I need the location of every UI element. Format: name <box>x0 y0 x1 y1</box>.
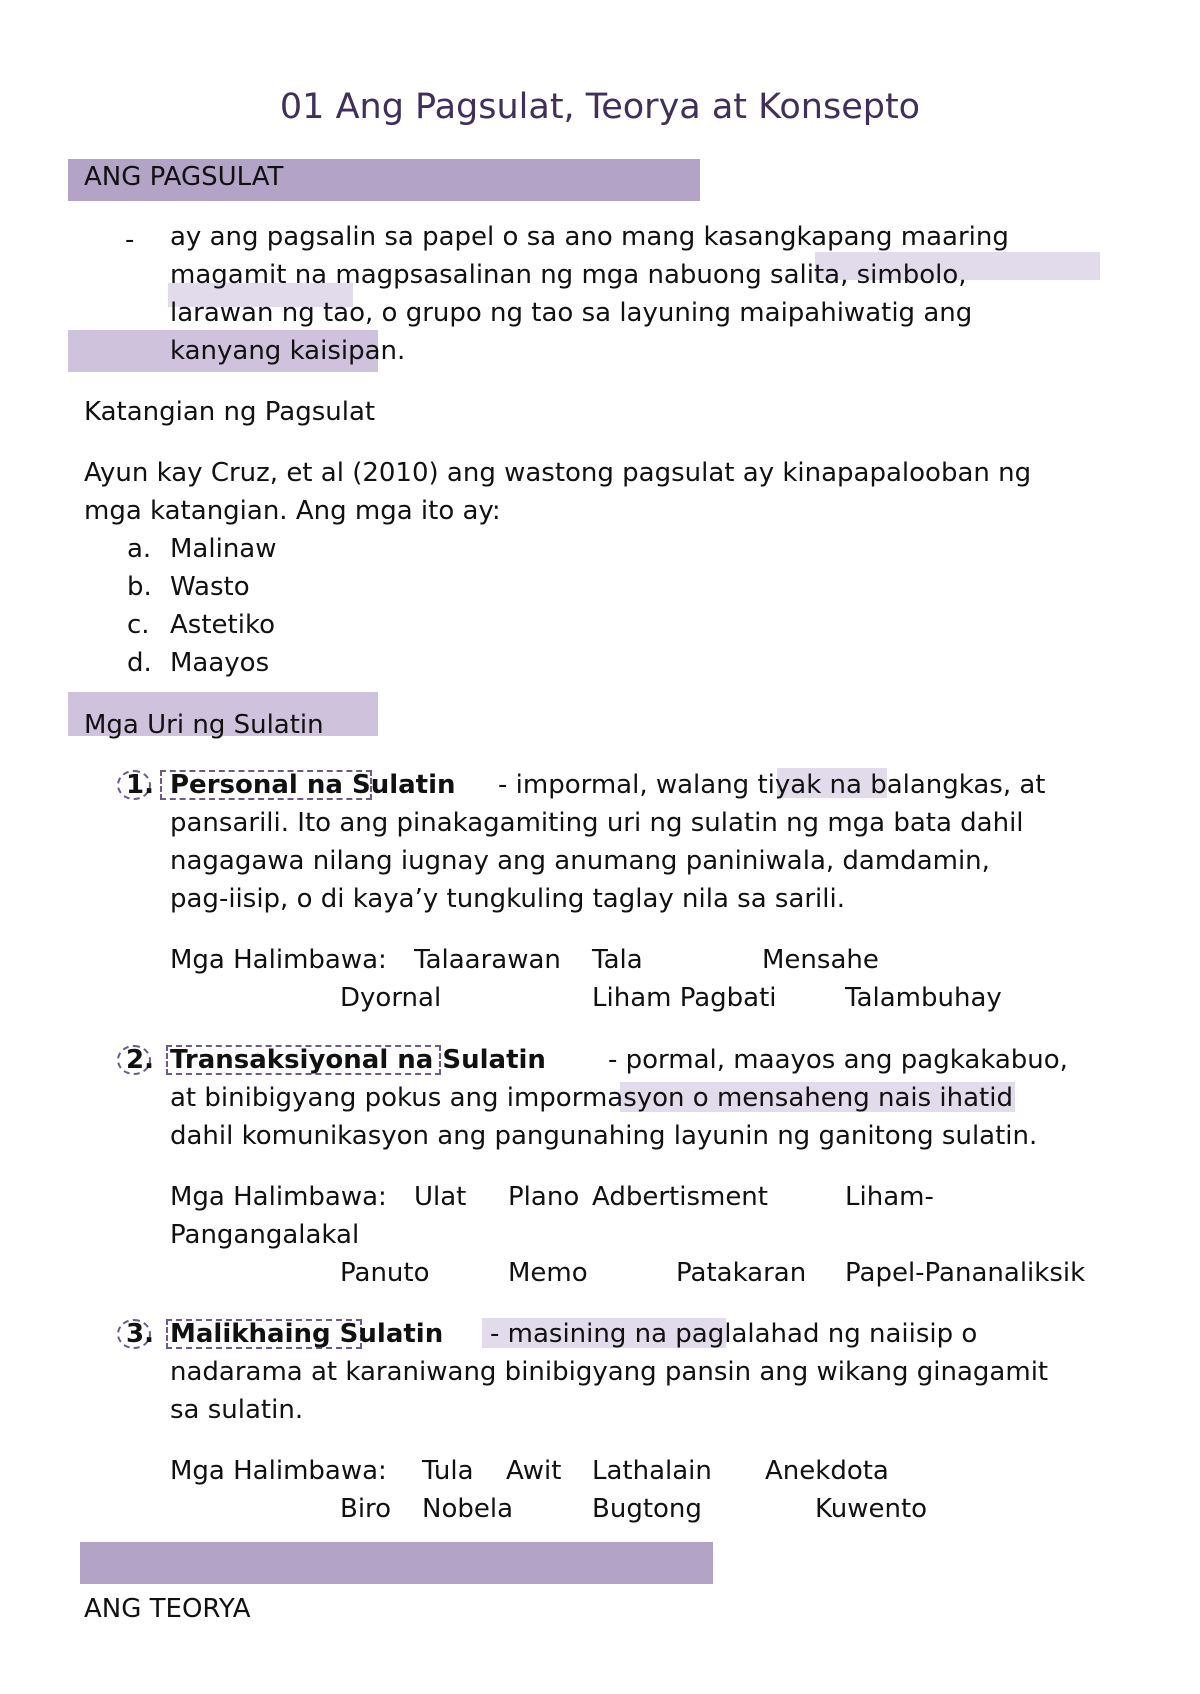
katangian-item: Astetiko <box>170 610 275 640</box>
katangian-item: Malinaw <box>170 534 277 564</box>
example: Talaarawan <box>414 945 561 975</box>
item-description: nadarama at karaniwang binibigyang pansin ang wikang ginagamit <box>170 1357 1049 1387</box>
example: Nobela <box>422 1494 514 1524</box>
example: Tala <box>592 945 643 975</box>
item-title-transaksiyonal: Transaksiyonal na Sulatin <box>170 1045 546 1075</box>
item-number: 1. <box>126 770 154 800</box>
section-heading-pagsulat: ANG PAGSULAT <box>84 162 284 192</box>
list-marker: d. <box>127 648 152 678</box>
item-title-malikhaing: Malikhaing Sulatin <box>170 1319 444 1349</box>
example: Awit <box>506 1456 562 1486</box>
definition-line: magamit na magpsasalinan ng mga nabuong salita, simbolo, <box>170 260 967 290</box>
katangian-heading: Katangian ng Pagsulat <box>84 397 376 427</box>
definition-line: larawan ng tao, o grupo ng tao sa layuning maipahiwatig ang <box>170 298 973 328</box>
example: Patakaran <box>676 1258 807 1288</box>
example: Kuwento <box>815 1494 928 1524</box>
item-description: - masining na paglalahad ng naiisip o <box>490 1319 978 1349</box>
katangian-item: Wasto <box>170 572 250 602</box>
heading-band <box>80 1542 713 1584</box>
examples-label: Mga Halimbawa: <box>170 1456 387 1486</box>
example: Biro <box>340 1494 392 1524</box>
example: Panuto <box>340 1258 430 1288</box>
example: Memo <box>508 1258 588 1288</box>
example: Liham- <box>845 1182 934 1212</box>
item-description: pansarili. Ito ang pinakagamiting uri ng sulatin ng mga bata dahil <box>170 808 1024 838</box>
example: Anekdota <box>765 1456 889 1486</box>
item-description: - impormal, walang tiyak na balangkas, at <box>498 770 1046 800</box>
example: Lathalain <box>592 1456 712 1486</box>
list-marker: c. <box>127 610 150 640</box>
item-description: nagagawa nilang iugnay ang anumang paniniwala, damdamin, <box>170 846 990 876</box>
katangian-intro-line: mga katangian. Ang mga ito ay: <box>84 496 501 526</box>
katangian-item: Maayos <box>170 648 270 678</box>
item-description: dahil komunikasyon ang pangunahing layunin ng ganitong sulatin. <box>170 1121 1038 1151</box>
document-title: 01 Ang Pagsulat, Teorya at Konsepto <box>279 87 921 127</box>
definition-line: kanyang kaisipan. <box>170 336 406 366</box>
examples-label: Mga Halimbawa: <box>170 945 387 975</box>
example: Dyornal <box>340 983 442 1013</box>
list-marker: a. <box>127 534 152 564</box>
list-marker: b. <box>127 572 152 602</box>
example: Ulat <box>414 1182 467 1212</box>
section-heading-teorya: ANG TEORYA <box>84 1594 251 1624</box>
examples-label: Mga Halimbawa: <box>170 1182 387 1212</box>
uri-heading: Mga Uri ng Sulatin <box>84 710 324 740</box>
example: Talambuhay <box>845 983 1002 1013</box>
item-description: sa sulatin. <box>170 1395 304 1425</box>
definition-line: ay ang pagsalin sa papel o sa ano mang kasangkapang maaring <box>170 222 1009 252</box>
example: Plano <box>508 1182 580 1212</box>
item-number: 3. <box>126 1319 154 1349</box>
example: Tula <box>422 1456 474 1486</box>
bullet-dash: - <box>125 225 135 255</box>
katangian-intro-line: Ayun kay Cruz, et al (2010) ang wastong pagsulat ay kinapapalooban ng <box>84 458 1032 488</box>
example: Papel-Pananaliksik <box>845 1258 1086 1288</box>
example: Liham Pagbati <box>592 983 777 1013</box>
example: Adbertisment <box>592 1182 768 1212</box>
item-description: pag-iisip, o di kaya’y tungkuling taglay nila sa sarili. <box>170 884 845 914</box>
item-description: at binibigyang pokus ang impormasyon o mensaheng nais ihatid <box>170 1083 1013 1113</box>
example: Mensahe <box>762 945 879 975</box>
item-title-personal: Personal na Sulatin <box>170 770 456 800</box>
example: Pangangalakal <box>170 1220 360 1250</box>
example: Bugtong <box>592 1494 702 1524</box>
item-number: 2. <box>126 1045 154 1075</box>
item-description: - pormal, maayos ang pagkakabuo, <box>608 1045 1068 1075</box>
